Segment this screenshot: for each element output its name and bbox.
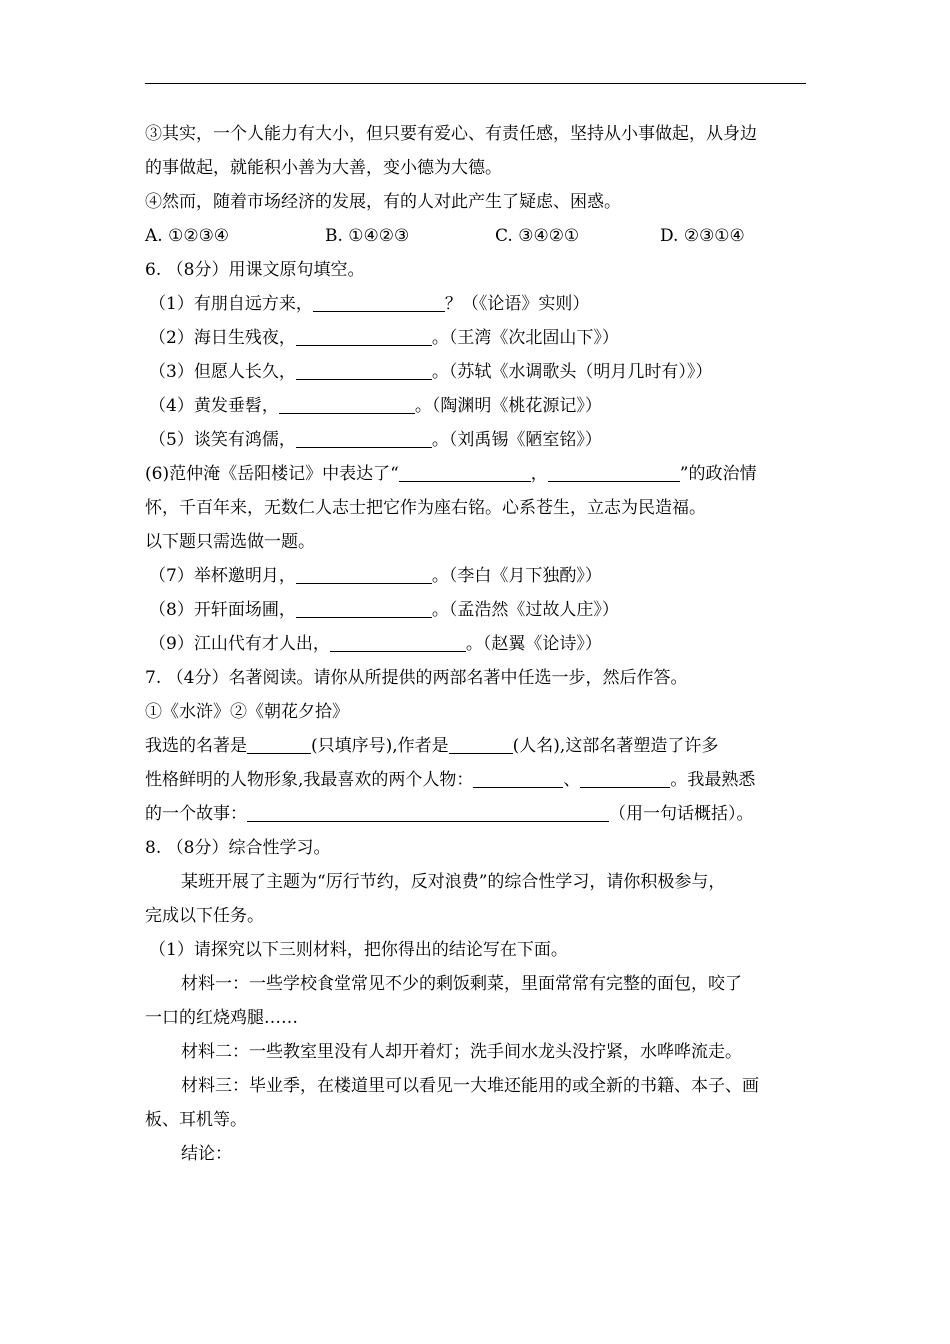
- answer-blank[interactable]: [548, 461, 680, 482]
- q6-item-9: [145, 627, 809, 661]
- q6-item-6-tail: ”的政治情: [679, 464, 757, 484]
- answer-blank[interactable]: [580, 767, 670, 788]
- q6-item-6: [145, 457, 809, 491]
- q6-item-2-prompt: （2）海日生残夜，: [149, 328, 296, 348]
- q6-item-3: [145, 355, 809, 389]
- q6-item-2: [145, 321, 809, 355]
- option-d: D. ②③①④: [660, 226, 745, 246]
- q7-answer-line-2: [145, 763, 809, 797]
- q6-item-5: [145, 423, 809, 457]
- answer-blank[interactable]: [296, 359, 432, 380]
- answer-blank[interactable]: [296, 597, 432, 618]
- q6-title: 6. （8分）用课文原句填空。: [145, 260, 365, 280]
- q6-item-8-prompt: （8）开轩面场圃，: [149, 600, 296, 620]
- answer-blank[interactable]: [296, 427, 432, 448]
- option-c: C. ③④②①: [495, 226, 580, 246]
- q6-item-2-source: 。（王湾《次北固山下》）: [431, 328, 619, 348]
- sentence-3-cont: 的事做起，就能积小善为大善，变小德为大德。: [145, 158, 502, 178]
- q6-item-7-prompt: （7）举杯邀明月，: [149, 566, 296, 586]
- answer-blank[interactable]: [330, 631, 466, 652]
- q8-material-1: 材料一：一些学校食堂常见不少的剩饭剩菜，里面常常有完整的面包，咬了: [181, 974, 742, 994]
- q7-text: 我选的名著是: [145, 736, 247, 756]
- answer-blank[interactable]: [247, 733, 311, 754]
- q6-item-6-separator: ，: [530, 464, 548, 484]
- q8-material-1-cont: 一口的红烧鸡腿……: [145, 1008, 298, 1028]
- q6-item-8-source: 。（孟浩然《过故人庄》）: [431, 600, 619, 620]
- q7-books: ①《水浒》②《朝花夕拾》: [145, 702, 349, 722]
- q7-title: 7. （4分）名著阅读。请你从所提供的两部名著中任选一步，然后作答。: [145, 668, 688, 688]
- q6-item-9-source: 。（赵翼《论诗》）: [465, 634, 602, 654]
- q6-item-7-source: 。（李白《月下独酌》）: [431, 566, 602, 586]
- q7-text: 性格鲜明的人物形象,我最喜欢的两个人物：: [145, 770, 474, 790]
- q6-item-5-prompt: （5）谈笑有鸿儒，: [149, 430, 296, 450]
- option-a: A. ①②③④: [145, 226, 230, 246]
- q7-answer-line-3: [145, 797, 809, 831]
- answer-blank[interactable]: [473, 767, 563, 788]
- q6-item-9-prompt: （9）江山代有才人出，: [149, 634, 330, 654]
- answer-blank[interactable]: [296, 563, 432, 584]
- header-rule: [145, 83, 806, 84]
- q6-item-1: [145, 287, 809, 321]
- option-b: B. ①④②③: [325, 226, 410, 246]
- q7-text: 的一个故事：: [145, 804, 247, 824]
- q7-text: 、: [563, 770, 581, 790]
- q8-material-3-cont: 板、耳机等。: [145, 1110, 247, 1130]
- q7-text: (只填序号),作者是: [311, 736, 449, 756]
- q6-item-8: [145, 593, 809, 627]
- q8-intro: 某班开展了主题为“厉行节约，反对浪费”的综合性学习，请你积极参与，: [181, 872, 726, 892]
- answer-blank[interactable]: [279, 393, 415, 414]
- q7-text: (人名),这部名著塑造了许多: [512, 736, 719, 756]
- answer-blank[interactable]: [449, 733, 513, 754]
- q6-item-4-prompt: （4）黄发垂髫，: [149, 396, 279, 416]
- q8-conclusion-label: 结论：: [181, 1144, 232, 1164]
- q6-item-4-source: 。（陶渊明《桃花源记》）: [414, 396, 602, 416]
- page-content: [145, 117, 809, 1171]
- q6-note: 以下题只需选做一题。: [145, 532, 315, 552]
- q8-intro-cont: 完成以下任务。: [145, 906, 264, 926]
- q8-material-2: 材料二：一些教室里没有人却开着灯；洗手间水龙头没拧紧，水哗哗流走。: [181, 1042, 742, 1062]
- answer-blank[interactable]: [399, 461, 531, 482]
- sentence-3: ③其实，一个人能力有大小，但只要有爱心、有责任感，坚持从小事做起，从身边: [145, 124, 757, 144]
- q8-material-3: 材料三：毕业季，在楼道里可以看见一大堆还能用的或全新的书籍、本子、画: [181, 1076, 759, 1096]
- q6-item-7: [145, 559, 809, 593]
- q6-item-3-source: 。（苏轼《水调歌头（明月几时有）》）: [431, 362, 713, 382]
- q6-item-6-prompt: (6)范仲淹《岳阳楼记》中表达了“: [145, 464, 399, 484]
- q8-task-1: （1）请探究以下三则材料，把你得出的结论写在下面。: [149, 940, 568, 960]
- q6-item-4: [145, 389, 809, 423]
- q6-item-1-prompt: （1）有朋自远方来，: [149, 294, 313, 314]
- q6-item-6-cont: 怀，千百年来，无数仁人志士把它作为座右铭。心系苍生，立志为民造福。: [145, 498, 706, 518]
- q6-item-1-source: ？（《论语》实则）: [444, 294, 590, 314]
- q7-text: 。我最熟悉: [670, 770, 756, 790]
- sentence-4: ④然而，随着市场经济的发展，有的人对此产生了疑虑、困惑。: [145, 192, 621, 212]
- q8-title: 8. （8分）综合性学习。: [145, 838, 331, 858]
- answer-blank[interactable]: [296, 325, 432, 346]
- q6-item-3-prompt: （3）但愿人长久，: [149, 362, 296, 382]
- q7-text: （用一句话概括）。: [609, 804, 754, 824]
- answer-blank[interactable]: [247, 801, 609, 822]
- answer-options: [145, 219, 809, 253]
- answer-blank[interactable]: [313, 291, 445, 312]
- q6-item-5-source: 。（刘禹锡《陋室铭》）: [431, 430, 602, 450]
- q7-answer-line-1: [145, 729, 809, 763]
